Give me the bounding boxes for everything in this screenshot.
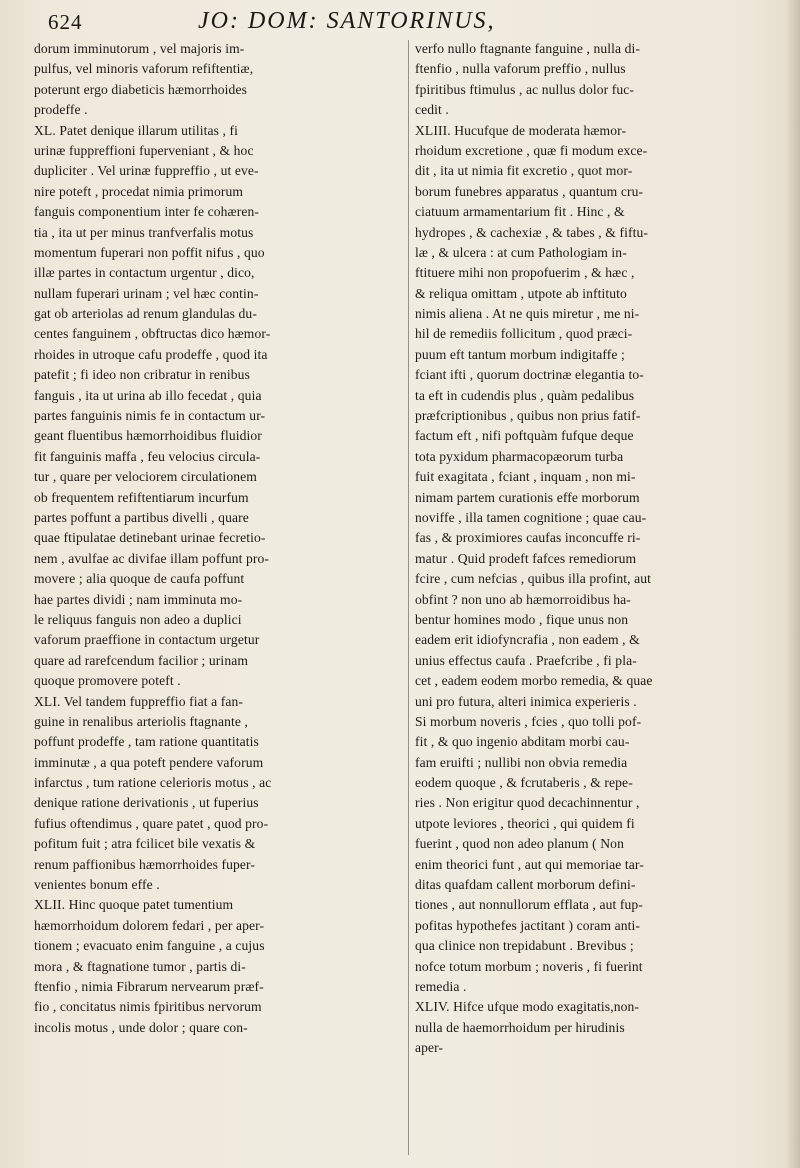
text-line: remedia . xyxy=(415,978,467,994)
text-line: fcire , cum nefcias , quibus illa profint, aut xyxy=(415,571,651,587)
text-line: eadem erit idiofyncrafia , non eadem , & xyxy=(415,632,640,648)
column-divider xyxy=(408,40,409,1155)
text-line: fit fanguinis maffa , feu velocius circula- xyxy=(34,448,261,464)
text-line: vaforum praeffione in contactum urgetur xyxy=(34,632,260,648)
text-line: nimam partem curationis effe morborum xyxy=(415,489,640,505)
text-line: fit , & quo ingenio abditam morbi cau- xyxy=(415,734,630,750)
page-header xyxy=(48,8,768,40)
text-line: XLI. Vel tandem fuppreffio fiat a fan- xyxy=(34,693,244,709)
left-column xyxy=(34,39,402,1038)
text-line: quae ftipulatae detinebant urinae fecretio- xyxy=(34,530,266,546)
text-line: fio , concitatus nimis fpiritibus nervorum xyxy=(34,999,262,1015)
text-line: incolis motus , unde dolor ; quare con- xyxy=(34,1019,248,1035)
text-line: utpote leviores , theorici , qui quidem fi xyxy=(415,815,635,831)
page-binding-shadow xyxy=(786,0,800,1168)
text-line: tota pyxidum pharmacopæorum turba xyxy=(415,448,624,464)
text-line: fufius oftendimus , quare patet , quod pro- xyxy=(34,815,269,831)
text-line: patefit ; fi ideo non cribratur in renibus xyxy=(34,367,250,383)
text-line: obfint ? non uno ab hæmorroidibus ha- xyxy=(415,591,631,607)
text-line: ftenfio , nulla vaforum preffio , nullus xyxy=(415,61,626,77)
text-line: cedit . xyxy=(415,102,449,118)
text-line: ob frequentem refiftentiarum incurfum xyxy=(34,489,249,505)
text-line: partes fanguinis nimis fe in contactum ur- xyxy=(34,408,266,424)
text-line: ditas quafdam callent morborum defini- xyxy=(415,877,636,893)
text-line: hil de remediis follicitum , quod præci- xyxy=(415,326,633,342)
text-line: imminutæ , a qua poteft pendere vaforum xyxy=(34,754,264,770)
text-line: præfcriptionibus , quibus non prius fatif- xyxy=(415,408,641,424)
text-line: poffunt prodeffe , tam ratione quantitatis xyxy=(34,734,259,750)
text-line: centes fanguinem , obftructas dico hæmor- xyxy=(34,326,271,342)
text-line: fuit exagitata , fciant , inquam , non mi- xyxy=(415,469,636,485)
text-line: hydropes , & cachexiæ , & tabes , & fiftu- xyxy=(415,224,648,240)
text-line: mora , & ftagnatione tumor , partis di- xyxy=(34,958,246,974)
text-line: poterunt ergo diabeticis hæmorrhoides xyxy=(34,81,247,97)
text-line: guine in renalibus arteriolis ftagnante , xyxy=(34,713,248,729)
text-line: nire poteft , procedat nimia primorum xyxy=(34,183,244,199)
text-line: nem , avulfae ac divifae illam poffunt pro- xyxy=(34,550,270,566)
text-line: ftituere mihi non propofuerim , & hæc , xyxy=(415,265,635,281)
text-line: nulla de haemorrhoidum per hirudinis xyxy=(415,1019,625,1035)
text-line: fanguis componentium inter fe cohæren- xyxy=(34,204,260,220)
text-line: fas , & proximiores caufas inconcuffe ri- xyxy=(415,530,641,546)
text-line: tur , quare per velociorem circulationem xyxy=(34,469,257,485)
text-line: movere ; alia quoque de caufa poffunt xyxy=(34,571,245,587)
text-line: prodeffe . xyxy=(34,102,88,118)
text-line: Si morbum noveris , fcies , quo tolli pof- xyxy=(415,713,642,729)
text-line: tiones , aut nonnullorum efflata , aut fup- xyxy=(415,897,643,913)
text-line: pulfus, vel minoris vaforum refiftentiæ, xyxy=(34,61,254,77)
text-line: quare ad rarefcendum facilior ; urinam xyxy=(34,652,249,668)
page-number: 624 xyxy=(48,10,83,34)
text-line: ries . Non erigitur quod decachinnentur , xyxy=(415,795,640,811)
text-line: nofce totum morbum ; noveris , fi fuerint xyxy=(415,958,643,974)
text-line: geant fluentibus hæmorrhoidibus fluidior xyxy=(34,428,262,444)
right-column xyxy=(415,39,767,1059)
text-line: unius effectus caufa . Praefcribe , fi pla- xyxy=(415,652,637,668)
text-line: XLIV. Hifce ufque modo exagitatis,non- xyxy=(415,999,640,1015)
text-line: rhoidum excretione , quæ fi modum exce- xyxy=(415,142,648,158)
text-line: factum eft , nifi poftquàm fufque deque xyxy=(415,428,634,444)
text-line: eodem quoque , & fcrutaberis , & repe- xyxy=(415,775,633,791)
text-line: verfo nullo ftagnante fanguine , nulla di- xyxy=(415,41,641,56)
text-line: quoque promovere poteft . xyxy=(34,673,181,689)
text-line: borum funebres apparatus , quantum cru- xyxy=(415,183,644,199)
running-title: JO: DOM: SANTORINUS, xyxy=(198,8,496,34)
text-line: & reliqua omittam , utpote ab inftituto xyxy=(415,285,627,301)
text-line: dupliciter . Vel urinæ fuppreffio , ut eve- xyxy=(34,163,259,179)
text-line: hæmorrhoidum dolorem fedari , per aper- xyxy=(34,917,265,933)
text-line: bentur homines modo , fique unus non xyxy=(415,611,629,627)
text-line: partes poffunt a partibus divelli , quare xyxy=(34,509,249,525)
text-line: læ , & ulcera : at cum Pathologiam in- xyxy=(415,244,627,260)
text-line: ciatuum armamentarium fit . Hinc , & xyxy=(415,204,625,220)
text-line: renum paffionibus hæmorrhoides fuper- xyxy=(34,856,256,872)
text-line: hae partes dividi ; nam imminuta mo- xyxy=(34,591,243,607)
text-line: cet , eadem eodem morbo remedia, & quae xyxy=(415,673,653,689)
text-line: tionem ; evacuato enim fanguine , a cujus xyxy=(34,938,265,954)
text-line: uni pro futura, alteri inimica experieris . xyxy=(415,693,637,709)
text-line: XLII. Hinc quoque patet tumentium xyxy=(34,897,234,913)
text-line: fam eruifti ; nullibi non obvia remedia xyxy=(415,754,628,770)
text-line: pofitas hypothefes jactitant ) coram anti- xyxy=(415,917,641,933)
text-line: qua clinice non trepidabunt . Brevibus ; xyxy=(415,938,634,954)
text-line: fanguis , ita ut urina ab illo fecedat , quia xyxy=(34,387,262,403)
text-line: denique ratione derivationis , ut fuperius xyxy=(34,795,259,811)
text-line: momentum fuperari non poffit nifus , quo xyxy=(34,244,265,260)
text-line: le reliquus fanguis non adeo a duplici xyxy=(34,611,242,627)
text-line: nimis aliena . At ne quis miretur , me ni- xyxy=(415,306,640,322)
text-line: XLIII. Hucufque de moderata hæmor- xyxy=(415,122,627,138)
text-line: venientes bonum effe . xyxy=(34,877,160,893)
text-line: infarctus , tum ratione celerioris motus , ac xyxy=(34,775,272,791)
text-line: nullam fuperari urinam ; vel hæc contin- xyxy=(34,285,259,301)
text-line: gat ob arteriolas ad renum glandulas du- xyxy=(34,306,257,322)
text-line: illæ partes in contactum urgentur , dico, xyxy=(34,265,255,281)
text-line: fpiritibus ftimulus , ac nullus dolor fuc- xyxy=(415,81,635,97)
text-line: fciant ifti , quorum doctrinæ elegantia to- xyxy=(415,367,644,383)
text-line: aper- xyxy=(415,1040,444,1056)
text-line: dorum imminutorum , vel majoris im- xyxy=(34,41,245,56)
text-line: ta eft in cudendis plus , quàm pedalibus xyxy=(415,387,635,403)
text-line: dit , ita ut nimia fit excretio , quot mor- xyxy=(415,163,633,179)
text-line: puum eft tantum morbum indigitaffe ; xyxy=(415,346,625,362)
text-line: ftenfio , nimia Fibrarum nervearum præf- xyxy=(34,978,264,994)
text-line: rhoides in utroque cafu prodeffe , quod ita xyxy=(34,346,268,362)
text-line: tia , ita ut per minus tranfverfalis motus xyxy=(34,224,254,240)
text-line: noviffe , illa tamen cognitione ; quae cau- xyxy=(415,509,647,525)
text-line: enim theorici funt , aut qui memoriae tar- xyxy=(415,856,644,872)
text-line: pofitum fuit ; atra fcilicet bile vexatis & xyxy=(34,836,256,852)
text-line: matur . Quid prodeft fafces remediorum xyxy=(415,550,637,566)
text-line: urinæ fuppreffioni fuperveniant , & hoc xyxy=(34,142,254,158)
text-line: fuerint , quod non adeo planum ( Non xyxy=(415,836,624,852)
text-line: XL. Patet denique illarum utilitas , fi xyxy=(34,122,238,138)
